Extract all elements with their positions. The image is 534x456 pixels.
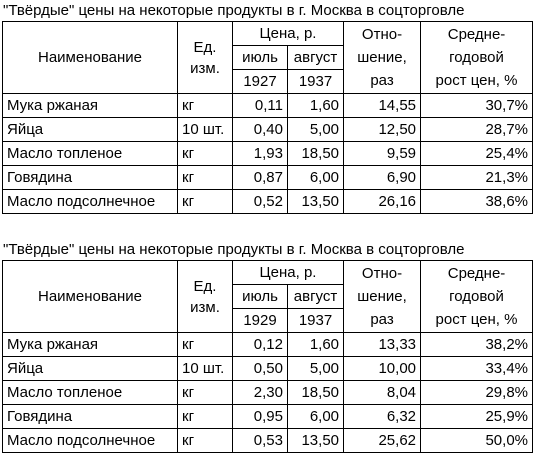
cell-unit: кг	[178, 190, 233, 214]
table-row	[3, 381, 533, 405]
table-title: "Твёрдые" цены на некоторые продукты в г. Москва в соцторговле	[3, 241, 465, 258]
cell-price1: 1,93	[233, 142, 288, 166]
cell-price1: 0,87	[233, 166, 288, 190]
header-name: Наименование	[3, 261, 178, 333]
header-month2: август	[288, 46, 344, 70]
cell-unit: кг	[178, 166, 233, 190]
header-growth	[421, 22, 533, 94]
header-unit-line1: Ед.	[193, 277, 217, 295]
header-name: Наименование	[3, 22, 178, 94]
header-year1: 1927	[233, 70, 288, 94]
cell-price1: 0,40	[233, 118, 288, 142]
table-row	[3, 118, 533, 142]
price-table-1927	[0, 0, 534, 214]
cell-name: Масло подсолнечное	[3, 190, 178, 214]
cell-growth: 25,9%	[421, 405, 533, 429]
cell-price2: 13,50	[288, 429, 344, 453]
cell-growth: 30,7%	[421, 94, 533, 118]
header-growth	[421, 261, 533, 333]
price-table	[2, 21, 533, 214]
header-ratio	[344, 22, 421, 94]
cell-price2: 1,60	[288, 94, 344, 118]
cell-ratio: 6,32	[344, 405, 421, 429]
cell-growth: 33,4%	[421, 357, 533, 381]
cell-growth: 50,0%	[421, 429, 533, 453]
header-unit-line1: Ед.	[193, 38, 217, 56]
cell-ratio: 8,04	[344, 381, 421, 405]
cell-growth: 38,2%	[421, 333, 533, 357]
table-row	[3, 190, 533, 214]
cell-price2: 1,60	[288, 333, 344, 357]
header-unit-line2: изм.	[190, 59, 220, 77]
cell-ratio: 13,33	[344, 333, 421, 357]
price-table-1929	[0, 239, 534, 453]
header-year1: 1929	[233, 309, 288, 333]
cell-growth: 21,3%	[421, 166, 533, 190]
cell-price2: 6,00	[288, 166, 344, 190]
cell-unit: 10 шт.	[178, 357, 233, 381]
cell-ratio: 10,00	[344, 357, 421, 381]
cell-name: Яйца	[3, 357, 178, 381]
header-growth-line1: Средне-	[447, 26, 506, 43]
header-growth-line1: Средне-	[447, 265, 506, 282]
cell-name: Яйца	[3, 118, 178, 142]
cell-growth: 29,8%	[421, 381, 533, 405]
cell-price1: 0,50	[233, 357, 288, 381]
header-ratio	[344, 261, 421, 333]
price-table	[2, 260, 533, 453]
header-month1: июль	[233, 46, 288, 70]
cell-ratio: 6,90	[344, 166, 421, 190]
header-ratio-line1: Отно-	[361, 265, 403, 282]
cell-unit: кг	[178, 333, 233, 357]
cell-growth: 38,6%	[421, 190, 533, 214]
table-row	[3, 333, 533, 357]
header-price: Цена, р.	[233, 261, 344, 285]
header-year2: 1937	[288, 309, 344, 333]
cell-price1: 0,95	[233, 405, 288, 429]
cell-price1: 0,12	[233, 333, 288, 357]
cell-ratio: 26,16	[344, 190, 421, 214]
cell-growth: 28,7%	[421, 118, 533, 142]
cell-ratio: 12,50	[344, 118, 421, 142]
cell-unit: кг	[178, 429, 233, 453]
cell-ratio: 14,55	[344, 94, 421, 118]
header-ratio-line2: шение,	[357, 288, 407, 305]
cell-ratio: 9,59	[344, 142, 421, 166]
cell-name: Мука ржаная	[3, 333, 178, 357]
header-unit	[178, 22, 233, 94]
header-growth-line2: годовой	[449, 288, 504, 305]
cell-unit: кг	[178, 381, 233, 405]
cell-price2: 18,50	[288, 381, 344, 405]
header-growth-line3: рост цен, %	[435, 311, 518, 328]
cell-name: Масло топленое	[3, 381, 178, 405]
header-ratio-line1: Отно-	[361, 26, 403, 43]
header-month1: июль	[233, 285, 288, 309]
table-row	[3, 166, 533, 190]
header-growth-line2: годовой	[449, 49, 504, 66]
header-price: Цена, р.	[233, 22, 344, 46]
cell-price2: 5,00	[288, 118, 344, 142]
cell-price2: 13,50	[288, 190, 344, 214]
table-title: "Твёрдые" цены на некоторые продукты в г. Москва в соцторговле	[3, 2, 465, 19]
cell-unit: 10 шт.	[178, 118, 233, 142]
header-ratio-line3: раз	[370, 311, 394, 328]
cell-name: Мука ржаная	[3, 94, 178, 118]
cell-unit: кг	[178, 94, 233, 118]
cell-ratio: 25,62	[344, 429, 421, 453]
header-ratio-line2: шение,	[357, 49, 407, 66]
header-month2: август	[288, 285, 344, 309]
cell-name: Масло топленое	[3, 142, 178, 166]
cell-name: Говядина	[3, 166, 178, 190]
header-year2: 1937	[288, 70, 344, 94]
cell-price1: 0,53	[233, 429, 288, 453]
header-ratio-line3: раз	[370, 72, 394, 89]
header-unit	[178, 261, 233, 333]
cell-price1: 2,30	[233, 381, 288, 405]
header-growth-line3: рост цен, %	[435, 72, 518, 89]
header-unit-line2: изм.	[190, 298, 220, 316]
cell-price1: 0,11	[233, 94, 288, 118]
cell-unit: кг	[178, 142, 233, 166]
cell-growth: 25,4%	[421, 142, 533, 166]
table-row	[3, 405, 533, 429]
cell-price2: 18,50	[288, 142, 344, 166]
table-row	[3, 94, 533, 118]
table-row	[3, 429, 533, 453]
cell-name: Говядина	[3, 405, 178, 429]
cell-unit: кг	[178, 405, 233, 429]
cell-price1: 0,52	[233, 190, 288, 214]
cell-price2: 5,00	[288, 357, 344, 381]
cell-name: Масло подсолнечное	[3, 429, 178, 453]
table-row	[3, 357, 533, 381]
cell-price2: 6,00	[288, 405, 344, 429]
table-row	[3, 142, 533, 166]
